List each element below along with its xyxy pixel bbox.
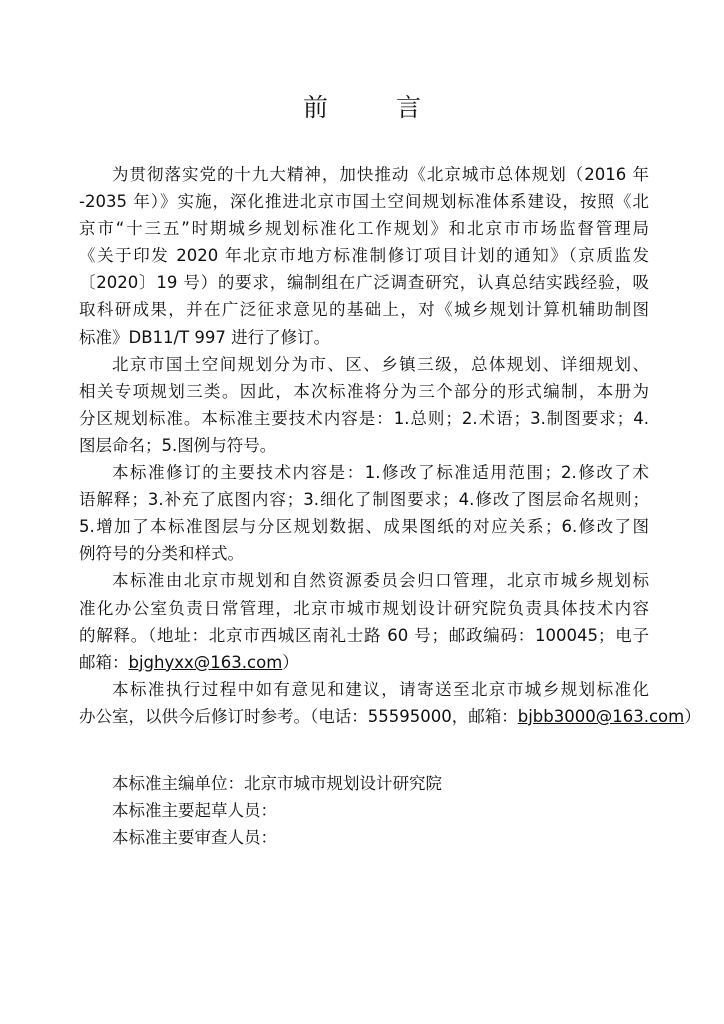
text-line: 准化办公室负责日常管理，北京市城市规划设计研究院负责具体技术内容 bbox=[79, 598, 649, 618]
reviewers: 本标准主要审查人员： bbox=[112, 828, 277, 848]
text-line: 本标准由北京市规划和自然资源委员会归口管理，北京市城乡规划标 bbox=[112, 571, 649, 591]
email-suffix: ） bbox=[282, 652, 299, 672]
email-link[interactable]: bjbb3000@163.com bbox=[517, 706, 685, 726]
preface-body bbox=[79, 161, 701, 730]
paragraph-1 bbox=[79, 161, 649, 351]
paragraph-4 bbox=[79, 567, 649, 675]
contact-prefix: 办公室，以供今后修订时参考。（电话：55595000，邮箱： bbox=[79, 706, 518, 726]
text-line: 的解释。（地址：北京市西城区南礼士路 60 号；邮政编码：100045；电子 bbox=[79, 625, 649, 645]
text-line: 分区规划标准。本标准主要技术内容是：1.总则；2.术语；3.制图要求；4. bbox=[79, 408, 649, 428]
text-line: 语解释；3.补充了底图内容；3.细化了制图要求；4.修改了图层命名规则； bbox=[79, 490, 649, 510]
email-suffix: ） bbox=[684, 706, 701, 726]
text-line: 相关专项规划三类。因此，本次标准将分为三个部分的形式编制，本册为 bbox=[79, 381, 649, 401]
text-line: 取科研成果，并在广泛征求意见的基础上，对《城乡规划计算机辅助制图 bbox=[79, 300, 649, 320]
drafters: 本标准主要起草人员： bbox=[112, 801, 277, 821]
paragraph-2 bbox=[79, 351, 649, 459]
text-line: 图层命名；5.图例与符号。 bbox=[79, 435, 277, 455]
chief-editor-unit: 本标准主编单位：北京市城市规划设计研究院 bbox=[112, 774, 442, 793]
text-line: 京市“十三五”时期城乡规划标准化工作规划》和北京市市场监督管理局 bbox=[79, 219, 649, 239]
text-line: 5.增加了本标准图层与分区规划数据、成果图纸的对应关系；6.修改了图 bbox=[79, 517, 649, 537]
paragraph-3 bbox=[79, 459, 649, 567]
text-line: 《关于印发 2020 年北京市地方标准制修订项目计划的通知》（京质监发 bbox=[79, 246, 649, 266]
credits-block bbox=[112, 770, 632, 852]
email-prefix: 邮箱： bbox=[79, 652, 129, 672]
email-line bbox=[79, 649, 649, 676]
page-title: 前 言 bbox=[303, 93, 451, 122]
text-line: 为贯彻落实党的十九大精神，加快推动《北京城市总体规划（2016 年 bbox=[112, 165, 649, 184]
paragraph-5 bbox=[79, 676, 701, 730]
text-line: -2035 年）》实施，深化推进北京市国土空间规划标准体系建设，按照《北 bbox=[79, 192, 649, 212]
text-line: 例符号的分类和样式。 bbox=[79, 544, 244, 564]
text-line: 标准》DB11/T 997 进行了修订。 bbox=[79, 327, 331, 347]
email-link[interactable]: bjghyxx@163.com bbox=[128, 652, 283, 672]
text-line: 本标准修订的主要技术内容是：1.修改了标准适用范围；2.修改了术 bbox=[112, 463, 649, 483]
text-line: 本标准执行过程中如有意见和建议，请寄送至北京市城乡规划标准化 bbox=[112, 679, 649, 699]
text-line: 〔2020〕19 号）的要求，编制组在广泛调查研究，认真总结实践经验，吸 bbox=[79, 273, 649, 293]
text-line: 北京市国土空间规划分为市、区、乡镇三级，总体规划、详细规划、 bbox=[112, 354, 649, 374]
email-line bbox=[79, 703, 701, 730]
